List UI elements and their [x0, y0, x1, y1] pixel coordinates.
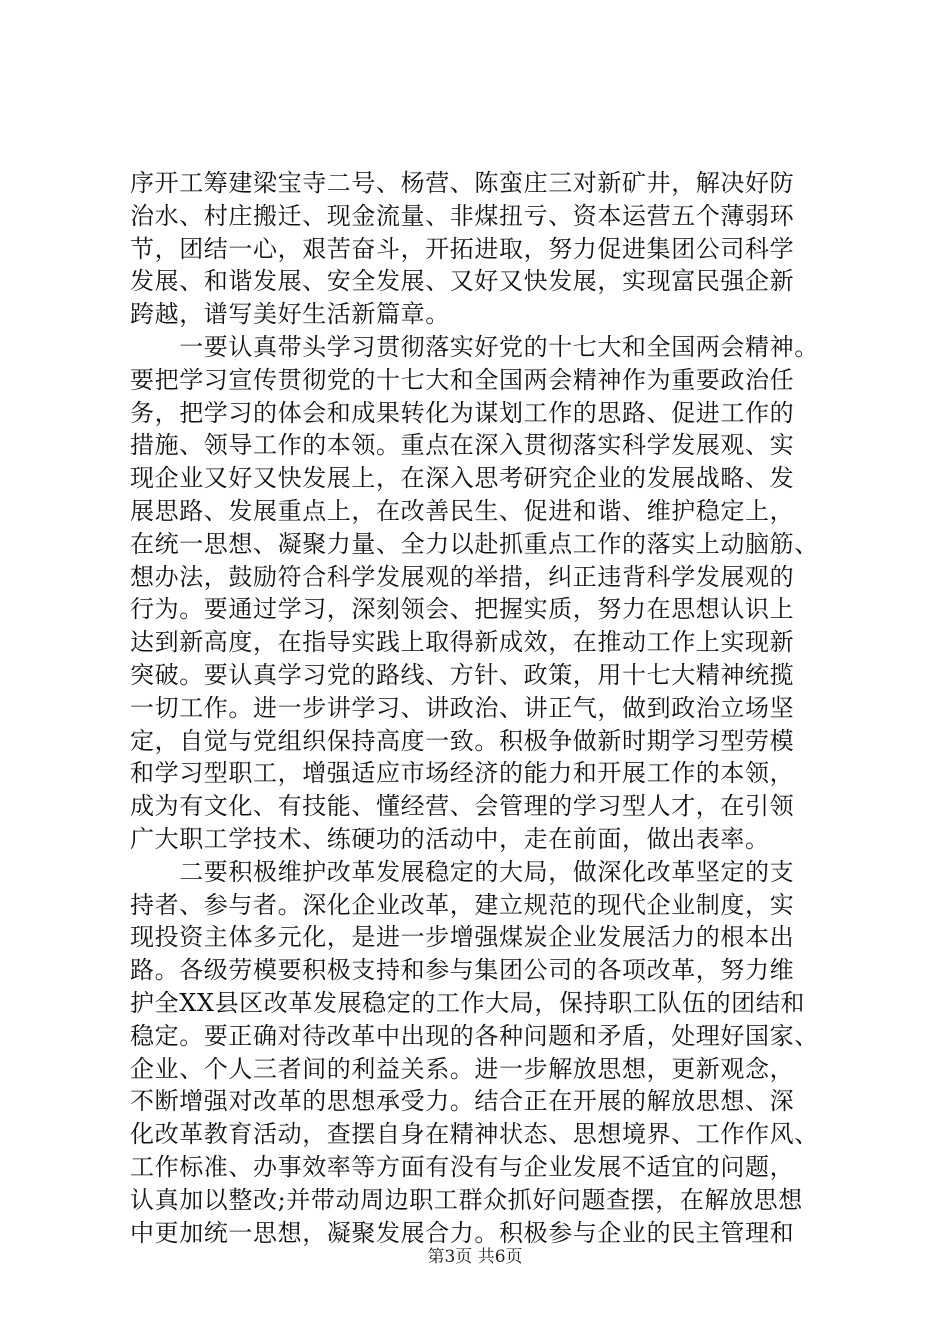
text-line: 广大职工学技术、练硬功的活动中，走在前面，做出表率。 — [130, 824, 770, 853]
text-line: 跨越，谱写美好生活新篇章。 — [130, 300, 450, 329]
page-number-footer: 第3页 共6页 — [427, 1247, 523, 1267]
text-line: 认真加以整改;并带动周边职工群众抓好问题查摆，在解放思想 — [130, 1185, 803, 1214]
text-line: 定，自觉与党组织保持高度一致。积极争做新时期学习型劳模 — [130, 726, 795, 755]
text-line: 现投资主体多元化，是进一步增强煤炭企业发展活力的根本出 — [130, 923, 795, 952]
text-line: 发展、和谐发展、安全发展、又好又快发展，实现富民强企新 — [130, 267, 795, 296]
text-line: 达到新高度，在指导实践上取得新成效，在推动工作上实现新 — [130, 628, 795, 657]
text-line: 企业、个人三者间的利益关系。进一步解放思想，更新观念， — [130, 1054, 795, 1083]
text-line: 护全XX县区改革发展稳定的工作大局，保持职工队伍的团结和 — [130, 988, 805, 1017]
text-line: 持者、参与者。深化企业改革，建立规范的现代企业制度，实 — [130, 890, 795, 919]
text-line: 成为有文化、有技能、懂经营、会管理的学习型人才，在引领 — [130, 792, 795, 821]
text-line: 想办法，鼓励符合科学发展观的举措，纠正违背科学发展观的 — [130, 562, 795, 591]
text-line: 序开工筹建梁宝寺二号、杨营、陈蛮庄三对新矿井，解决好防 — [130, 169, 795, 197]
text-line: 务，把学习的体会和成果转化为谋划工作的思路、促进工作的 — [130, 398, 795, 427]
text-line: 路。各级劳模要积极支持和参与集团公司的各项改革，努力维 — [130, 956, 795, 985]
text-line: 在统一思想、凝聚力量、全力以赴抓重点工作的落实上动脑筋、 — [130, 529, 819, 558]
text-line: 行为。要通过学习，深刻领会、把握实质，努力在思想认识上 — [130, 595, 795, 624]
text-line: 一切工作。进一步讲学习、讲政治、讲正气，做到政治立场坚 — [130, 693, 795, 722]
text-line: 中更加统一思想，凝聚发展合力。积极参与企业的民主管理和 — [130, 1218, 795, 1247]
paragraph-start-line: 一要认真带头学习贯彻落实好党的十七大和全国两会精神。 — [130, 332, 819, 361]
text-line: 要把学习宣传贯彻党的十七大和全国两会精神作为重要政治任 — [130, 365, 795, 394]
text-line: 工作标准、办事效率等方面有没有与企业发展不适宜的问题， — [130, 1152, 795, 1181]
text-line: 治水、村庄搬迁、现金流量、非煤扭亏、资本运营五个薄弱环 — [130, 201, 795, 230]
body-text — [130, 167, 850, 1249]
text-line: 化改革教育活动，查摆自身在精神状态、思想境界、工作作风、 — [130, 1120, 819, 1149]
text-line: 稳定。要正确对待改革中出现的各种问题和矛盾，处理好国家、 — [130, 1021, 819, 1050]
text-line: 不断增强对改革的思想承受力。结合正在开展的解放思想、深 — [130, 1087, 795, 1116]
text-line: 展思路、发展重点上，在改善民生、促进和谐、维护稳定上， — [130, 496, 795, 525]
paragraph-start-line: 二要积极维护改革发展稳定的大局，做深化改革坚定的支 — [130, 857, 795, 886]
text-line: 和学习型职工，增强适应市场经济的能力和开展工作的本领， — [130, 759, 795, 788]
text-line: 突破。要认真学习党的路线、方针、政策，用十七大精神统揽 — [130, 660, 795, 689]
text-line: 节，团结一心，艰苦奋斗，开拓进取，努力促进集团公司科学 — [130, 234, 795, 263]
text-line: 现企业又好又快发展上，在深入思考研究企业的发展战略、发 — [130, 464, 795, 493]
text-line: 措施、领导工作的本领。重点在深入贯彻落实科学发展观、实 — [130, 431, 795, 460]
